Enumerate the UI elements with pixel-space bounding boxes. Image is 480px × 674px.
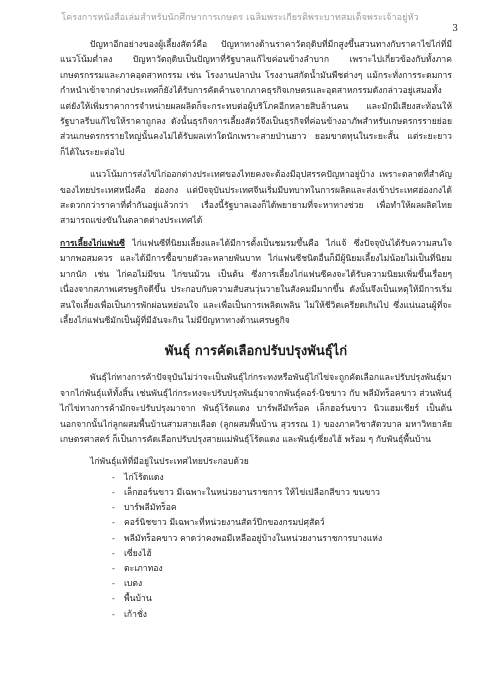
list-item: - เบตง <box>112 577 452 592</box>
list-item: - ไก่โร้ดแดง <box>112 471 452 486</box>
paragraph-breeding: พันธุ์ไก่ทางการค้าปัจจุบันไม่ว่าจะเป็นพันธุ์ไก่กระทงหรือพันธุ์ไก่ไข่จะถูกคัดเลือกและปรับปรุงพันธุ์มาจากไก่พันธุ์แท้ทั้งสิ้น เช่นพันธุ์ไก่กระทงจะปรับปรุงพันธุ์มาจากพันธุ์คอร์-นิชขาว กับ พลีมัทร็อคขาว ส่วนพันธุ์ไก่ไข่ทางการค้ามักจะปรับปรุงมาจาก พันธุ์โร้ดแดง บาร์พลีมัทร็อค เล็กฮอร์นขาว นิวแฮมเชียร์ เป็นต้น นอกจากนั้นไก่ลูกผสมพื้นบ้านสามสายเลือด (ลูกผสมพื้นบ้าน สุวรรณ 1) ของภาควิชาสัตวบาล มหาวิทยาลัยเกษตรศาสตร์ ก็เป็นการคัดเลือกปรับปรุงสายแม่พันธุ์โร้ดแดง และพันธุ์เซี่ยงไฮ้ พร้อม ๆ กับพันธุ์พื้นบ้าน <box>60 373 452 445</box>
list-item: - เก้าชั่ง <box>112 608 452 623</box>
list-item: - พลีมัทร็อคขาว คาดว่าคงพอมีเหลืออยู่บ้างในหน่วยงานราชการบางแห่ง <box>112 532 452 547</box>
list-item: - คอร์นิชขาว มีเฉพาะที่หน่วยงานสัตว์ปีกของกรมปศุสัตว์ <box>112 516 452 531</box>
list-item: - พื้นบ้าน <box>112 592 452 607</box>
page-body <box>60 38 452 623</box>
list-item: - เล็กฮอร์นขาว มีเฉพาะในหน่วยงานราชการ ให้ไข่เปลือกสีขาว ขนขาว <box>112 486 452 501</box>
breed-list <box>60 471 452 623</box>
paragraph-feed-cost: ปัญหาอีกอย่างของผู้เลี้ยงสัตว์คือ ปัญหาทางด้านราคาวัตถุดิบที่มีกสูงขึ้นสวนทางกับราคาไข่ไก่ที่มีแนวโน้มต่ำลง ปัญหาวัตถุดิบเป็นปัญหาที่รัฐบาลแก้ไขค่อนข้างลำบาก เพราะไปเกี่ยวข้องกับทั้งภาคเกษตรกรรมและภาคอุตสาหกรรม เช่น โรงงานปลาป่น โรงงานสกัดน้ำมันพืชต่างๆ แม้กระทั่งการระดมการกำหนำเข้าจากต่างประเทศก็ยังได้รับการคัดค้านจากภาคธุรกิจเกษตรและอุตสาหกรรมดังกล่าวอยู่เสมอทั้งแต่ยังให้เพิ่มราคาการจำหน่ายผลผลิตก็จะกระทบต่อผู้บริโภคอีกหลายสิบล้านคน และมักมีเสียงสะท้อนให้รัฐบาลรีบแก้ไขให้ราคาถูกลง ดังนั้นธุรกิจการเลี้ยงสัตว์จึงเป็นธุรกิจที่ค่อนข้างอาภัพสำหรับเกษตรกรรายย่อย ส่วนเกษตรกรรายใหญ่นั้นคงไม่ได้รับผลเท่าใดนักเพราะสายป่านยาว ยอมขาดทุนในระยะสั้น แต่ระยะยาวก็ได้ในระยะต่อไป <box>60 40 452 158</box>
list-item: - บาร์พลีมัทร็อค <box>112 501 452 516</box>
fancy-chicken-text: ไก่แฟนซีที่นิยมเลี้ยงและได้มีการตั้งเป็นชมรมขึ้นคือ ไก่แจ้ ซึ่งปัจจุบันได้รับความสนใจมากพอสมควร และได้มีการซื้อขายตัวละหลายพันบาท ไก่แฟนซีชนิดอื่นก็มีผู้นิยมเลี้ยงไม่น้อยไม่เป็นที่นิยมมากนัก เช่น ไก่คอไม่มีขน ไก่ขนม้วน เป็นต้น ซึ่งการเลี้ยงไก่แฟนซีคงจะได้รับความนิยมเพิ่มขึ้นเรื่อยๆ เนื่องจากสภาพเศรษฐกิจดีขึ้น ประกอบกับความสับสนวุ่นวายในสังคมมีมากขึ้น ดังนั้นจึงเป็นเหตุให้มีการเริ่มสนใจเลี้ยงเพื่อเป็นการพักผ่อนหย่อนใจ และเพื่อเป็นการเพลิดเพลิน ไม่ให้ชีวิตเครียดเกินไป ซึ่งแน่นอนผู้ที่จะเลี้ยงไก่แฟนซีมักเป็นผู้ที่มีอันจะกิน ไม่มีปัญหาทางด้านเศรษฐกิจ <box>60 238 452 326</box>
list-item: - ตะเภาทอง <box>112 562 452 577</box>
paragraph-fancy-chicken <box>60 237 452 329</box>
section-title: พันธุ์ การคัดเลือกปรับปรุงพันธุ์ไก่ <box>164 344 348 360</box>
page-number: 3 <box>452 24 458 34</box>
list-item: - เซี่ยงไฮ้ <box>112 547 452 562</box>
breed-list-intro: ไก่พันธุ์แท้ที่มีอยู่ในประเทศไทยประกอบด้วย <box>90 457 249 468</box>
fancy-chicken-heading: การเลี้ยงไก่แฟนซี <box>60 238 125 249</box>
running-header: โครงการหนังสือเล่มสำหรับนักศึกษาการเกษตร เฉลิมพระเกียรติพระบาทสมเด็จพระเจ้าอยู่หัว <box>61 13 419 23</box>
paragraph-export: แนวโน้มการส่งไข่ไก่ออกต่างประเทศของไทยคงจะต้องมีอุปสรรคปัญหาอยู่บ้าง เพราะตลาดที่สำคัญของไทยประเทศหนึ่งคือ ฮ่องกง แต่ปัจจุบันประเทศจีนเริ่มมีบทบาทในการผลิตและส่งเข้าประเทศฮ่องกงได้สะดวกกว่าราคาที่ต่ำกันอยู่แล้วกว่า เรื่องนี้รัฐบาลเองก็ได้พยายามที่จะหาทางช่วย เพื่อทำให้ผลผลิตไทยสามารถแข่งขันในตลาดต่างประเทศได้ <box>60 170 452 227</box>
